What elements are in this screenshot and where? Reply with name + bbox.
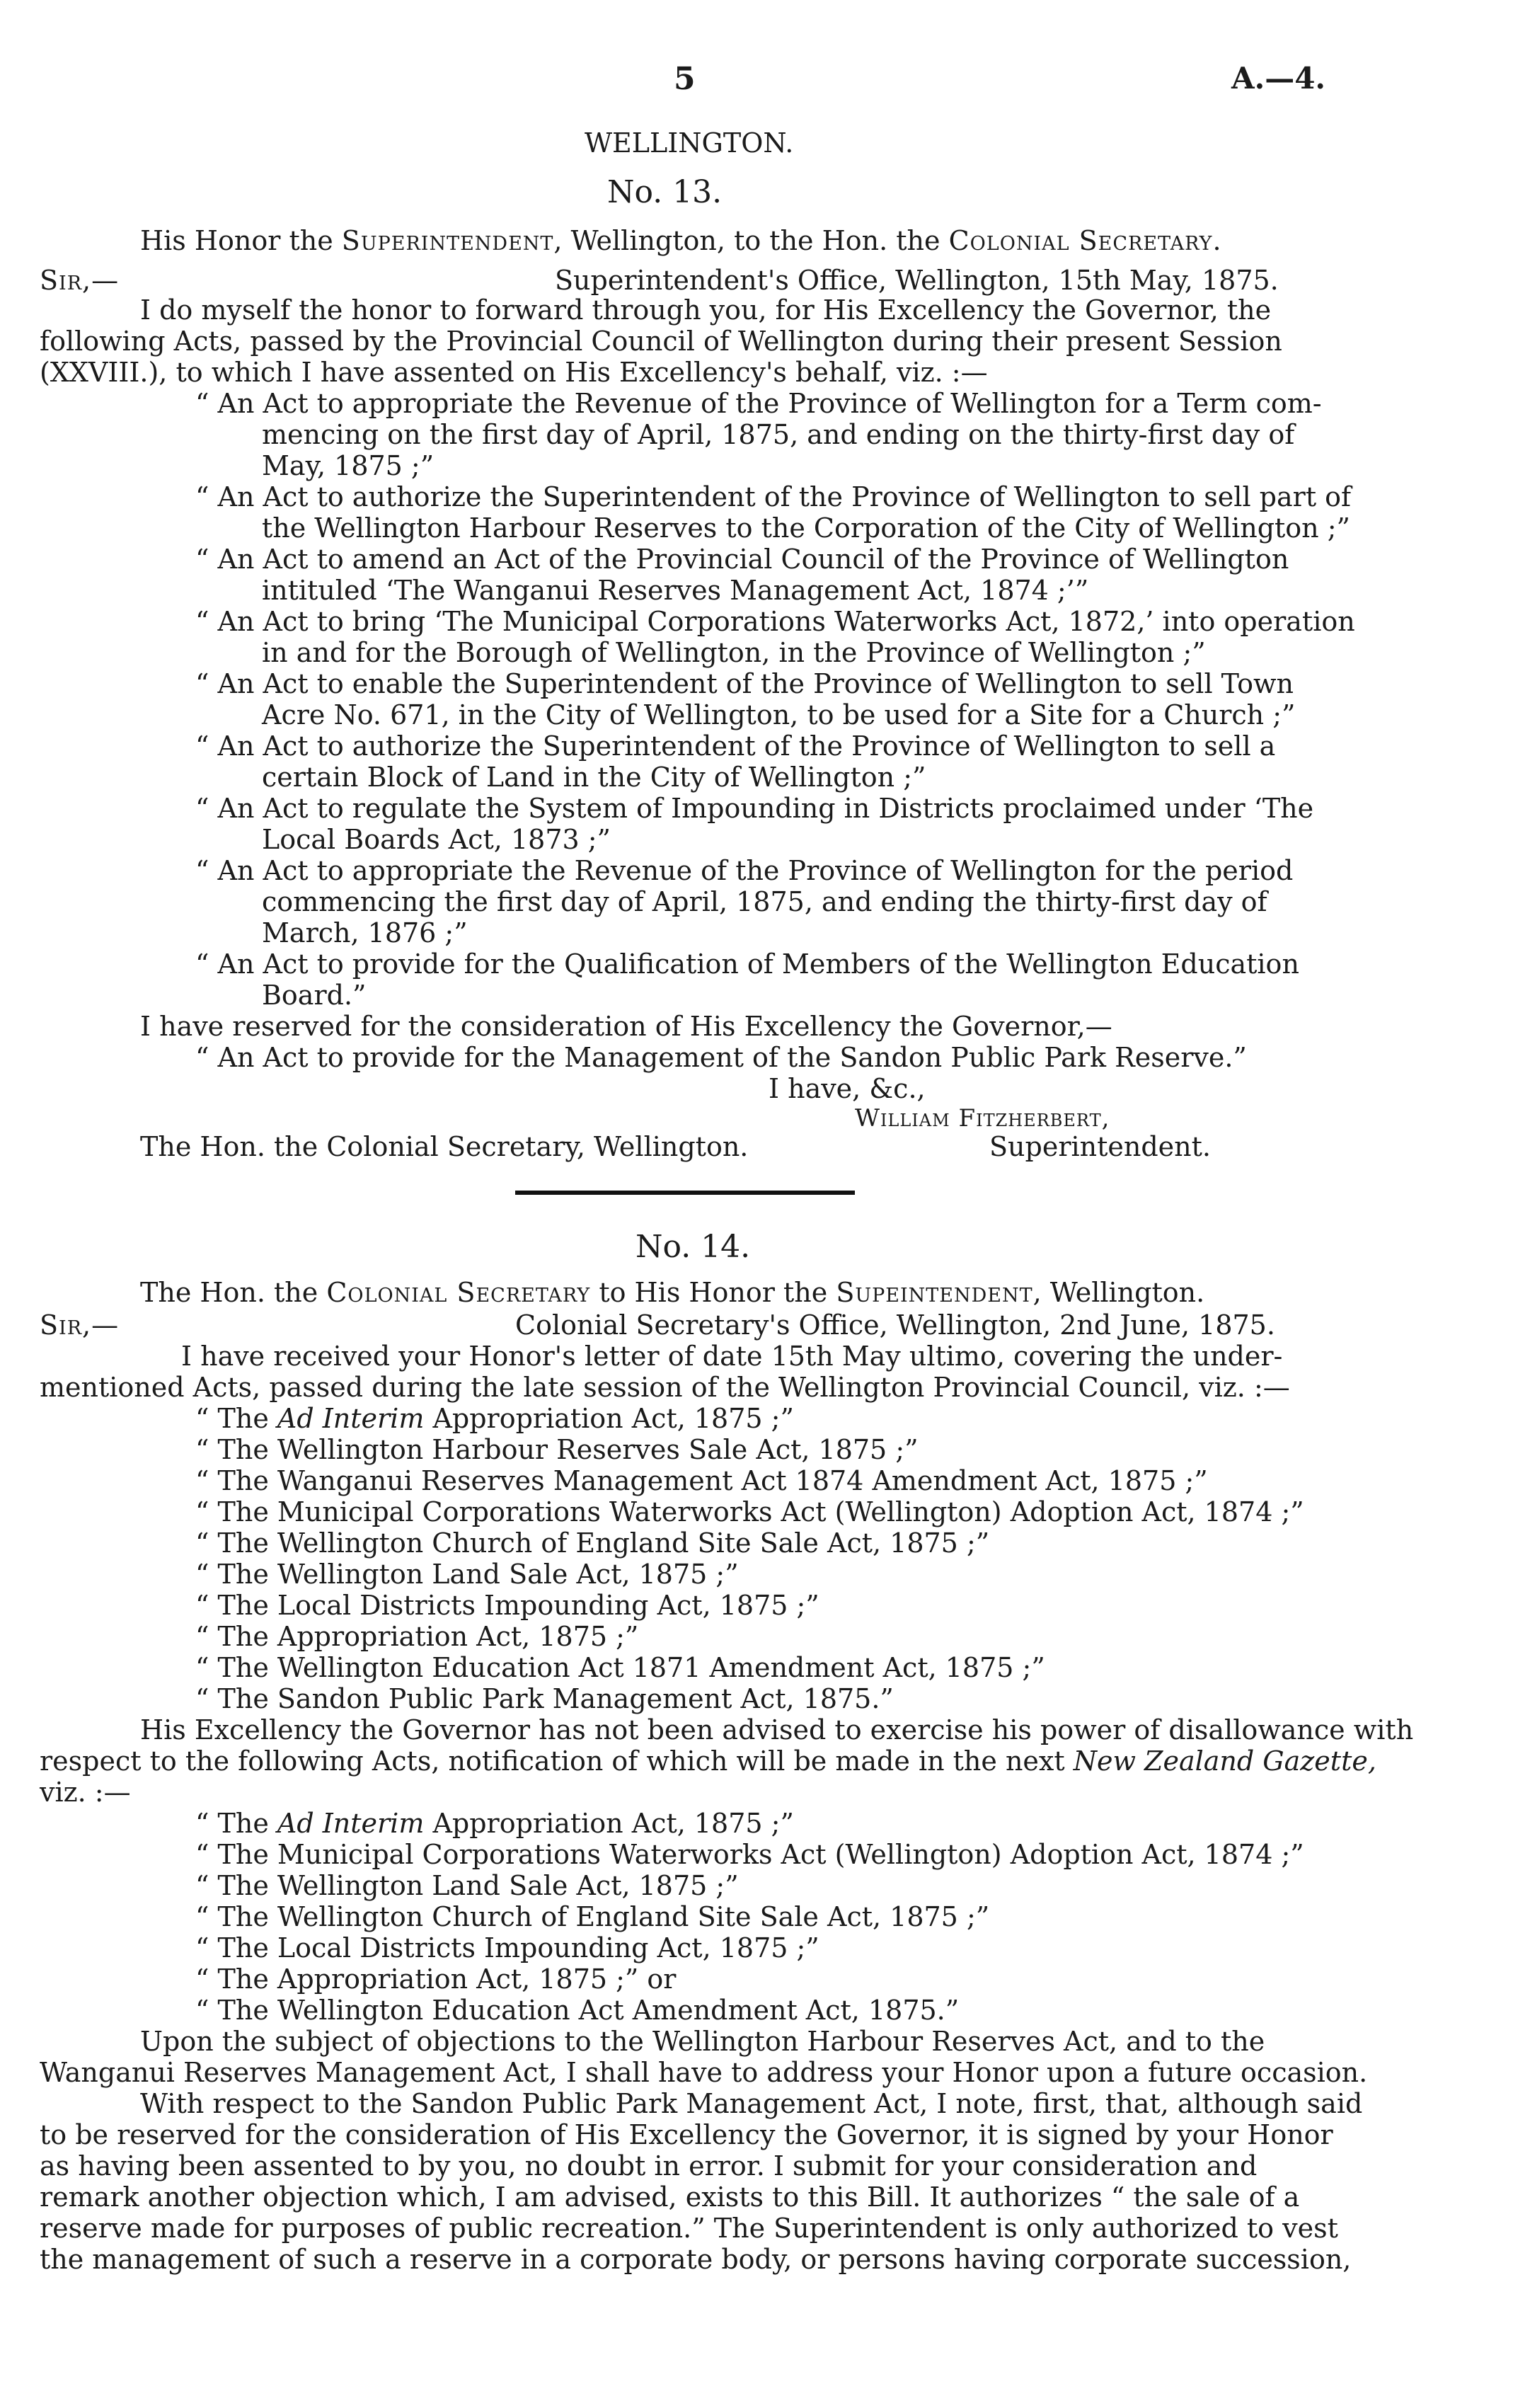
- doc-14-objections-line: Upon the subject of objections to the Wellington Harbour Reserves Act, and to the: [140, 2026, 1265, 2057]
- doc-13-act-line: May, 1875 ;”: [262, 450, 435, 481]
- doc-13-act-line: “ An Act to appropriate the Revenue of the Province of Wellington for the period: [195, 855, 1294, 886]
- doc-13-body-line: I do myself the honor to forward through you, for His Excellency the Governor, the: [140, 294, 1272, 326]
- doc-13-act-line: Board.”: [262, 980, 367, 1011]
- doc-13-act-line: intituled ‘The Wanganui Reserves Management Act, 1874 ;’”: [262, 575, 1089, 606]
- doc-13-act-line: the Wellington Harbour Reserves to the Corporation of the City of Wellington ;”: [262, 512, 1350, 544]
- doc-14-salutation: Sir,—: [40, 1309, 120, 1341]
- doc-14-disallowance-line: viz. :—: [40, 1777, 131, 1808]
- place-heading: WELLINGTON.: [585, 127, 794, 159]
- doc-13-body-line: (XXVIII.), to which I have assented on His Excellency's behalf, viz. :—: [40, 357, 988, 388]
- doc-14-disallowance-line: respect to the following Acts, notification of which will be made in the next New Zealand Gazette,: [40, 1745, 1376, 1777]
- section-divider: [515, 1191, 855, 1195]
- doc-13-salutation: Sir,—: [40, 265, 120, 296]
- doc-13-reserved-line: I have reserved for the consideration of His Excellency the Governor,—: [140, 1011, 1112, 1042]
- doc-13-act-line: Local Boards Act, 1873 ;”: [262, 824, 611, 855]
- doc-13-act-line: “ An Act to authorize the Superintendent of the Province of Wellington to sell part of: [195, 481, 1352, 512]
- doc-13-act-line: “ An Act to bring ‘The Municipal Corporations Waterworks Act, 1872,’ into operation: [195, 606, 1355, 637]
- doc-13-body-line: following Acts, passed by the Provincial Council of Wellington during their present Session: [40, 326, 1282, 357]
- doc-14-act-list-2-item: “ The Wellington Church of England Site Sale Act, 1875 ;”: [195, 1901, 990, 1932]
- doc-13-act-line: Acre No. 671, in the City of Wellington, to be used for a Site for a Church ;”: [262, 699, 1296, 730]
- doc-13-number: No. 13.: [607, 174, 723, 210]
- doc-13-dateline: Superintendent's Office, Wellington, 15th May, 1875.: [555, 265, 1279, 296]
- doc-14-disallowance-line: His Excellency the Governor has not been advised to exercise his power of disallowance with: [140, 1714, 1414, 1745]
- doc-13-act-line: certain Block of Land in the City of Wellington ;”: [262, 762, 926, 793]
- doc-14-act-list-1-item: “ The Municipal Corporations Waterworks Act (Wellington) Adoption Act, 1874 ;”: [195, 1496, 1304, 1527]
- doc-14-sandon-line: reserve made for purposes of public recreation.” The Superintendent is only authorized to vest: [40, 2213, 1338, 2244]
- doc-14-sandon-line: the management of such a reserve in a corporate body, or persons having corporate succession,: [40, 2244, 1352, 2275]
- page-number: 5: [674, 61, 696, 97]
- doc-14-number: No. 14.: [635, 1229, 751, 1265]
- doc-13-act-line: “ An Act to regulate the System of Impounding in Districts proclaimed under ‘The: [195, 793, 1314, 824]
- doc-14-sandon-line: With respect to the Sandon Public Park Management Act, I note, first, that, although said: [140, 2088, 1363, 2119]
- doc-14-act-list-1-item: “ The Sandon Public Park Management Act, 1875.”: [195, 1683, 894, 1714]
- doc-14-act-list-2-item: “ The Appropriation Act, 1875 ;” or: [195, 1963, 677, 1995]
- doc-14-act-list-2-item: “ The Local Districts Impounding Act, 1875 ;”: [195, 1932, 819, 1963]
- doc-13-reserved-act: “ An Act to provide for the Management of the Sandon Public Park Reserve.”: [195, 1042, 1247, 1073]
- doc-14-act-list-2-item: “ The Wellington Education Act Amendment Act, 1875.”: [195, 1995, 960, 2026]
- doc-14-intro-line: mentioned Acts, passed during the late session of the Wellington Provincial Council, viz. :—: [40, 1372, 1290, 1403]
- doc-14-act-list-2-item: “ The Municipal Corporations Waterworks Act (Wellington) Adoption Act, 1874 ;”: [195, 1839, 1304, 1870]
- doc-14-act-list-1-item: “ The Wellington Church of England Site Sale Act, 1875 ;”: [195, 1527, 990, 1559]
- doc-13-closing: I have, &c.,: [769, 1073, 926, 1104]
- doc-13-act-line: “ An Act to authorize the Superintendent of the Province of Wellington to sell a: [195, 730, 1276, 762]
- doc-14-act-list-1-item: “ The Wellington Education Act 1871 Amendment Act, 1875 ;”: [195, 1652, 1045, 1683]
- doc-14-dateline: Colonial Secretary's Office, Wellington, 2nd June, 1875.: [515, 1309, 1275, 1341]
- doc-14-sandon-line: to be reserved for the consideration of His Excellency the Governor, it is signed by your Honor: [40, 2119, 1333, 2150]
- doc-13-from-to: His Honor the Superintendent, Wellington, to the Hon. the Colonial Secretary.: [140, 225, 1221, 256]
- doc-13-addressee: The Hon. the Colonial Secretary, Wellington.: [140, 1131, 749, 1162]
- doc-13-title: Superintendent.: [989, 1131, 1211, 1162]
- doc-13-act-line: “ An Act to amend an Act of the Provincial Council of the Province of Wellington: [195, 544, 1289, 575]
- doc-13-act-line: “ An Act to appropriate the Revenue of the Province of Wellington for a Term com-: [195, 388, 1322, 419]
- doc-14-intro-line: I have received your Honor's letter of date 15th May ultimo, covering the under-: [181, 1341, 1283, 1372]
- doc-13-act-line: March, 1876 ;”: [262, 917, 468, 948]
- doc-13-act-line: commencing the first day of April, 1875, and ending the thirty-first day of: [262, 886, 1267, 917]
- doc-14-objections-line: Wanganui Reserves Management Act, I shall have to address your Honor upon a future occasion.: [40, 2057, 1368, 2088]
- doc-13-act-line: “ An Act to provide for the Qualification of Members of the Wellington Education: [195, 948, 1299, 980]
- doc-13-act-line: in and for the Borough of Wellington, in the Province of Wellington ;”: [262, 637, 1206, 668]
- document-reference: A.—4.: [1231, 61, 1326, 96]
- doc-14-from-to: The Hon. the Colonial Secretary to His Honor the Supeintendent, Wellington.: [140, 1277, 1205, 1308]
- doc-13-act-line: mencing on the first day of April, 1875, and ending on the thirty-first day of: [262, 419, 1295, 450]
- doc-14-act-list-1-item: “ The Wellington Harbour Reserves Sale Act, 1875 ;”: [195, 1434, 919, 1465]
- doc-14-act-list-2-item: “ The Ad Interim Appropriation Act, 1875 ;”: [195, 1808, 794, 1839]
- doc-14-act-list-2-item: “ The Wellington Land Sale Act, 1875 ;”: [195, 1870, 739, 1901]
- doc-14-sandon-line: as having been assented to by you, no doubt in error. I submit for your consideration and: [40, 2150, 1258, 2181]
- doc-14-act-list-1-item: “ The Appropriation Act, 1875 ;”: [195, 1621, 639, 1652]
- doc-14-act-list-1-item: “ The Local Districts Impounding Act, 1875 ;”: [195, 1590, 819, 1621]
- doc-13-signature: William Fitzherbert,: [855, 1104, 1110, 1133]
- doc-14-act-list-1-item: “ The Wellington Land Sale Act, 1875 ;”: [195, 1559, 739, 1590]
- doc-14-act-list-1-item: “ The Ad Interim Appropriation Act, 1875 ;”: [195, 1403, 794, 1434]
- doc-13-act-line: “ An Act to enable the Superintendent of the Province of Wellington to sell Town: [195, 668, 1294, 699]
- doc-14-sandon-line: remark another objection which, I am advised, exists to this Bill. It authorizes “ the sale of a: [40, 2181, 1300, 2213]
- doc-14-act-list-1-item: “ The Wanganui Reserves Management Act 1874 Amendment Act, 1875 ;”: [195, 1465, 1208, 1496]
